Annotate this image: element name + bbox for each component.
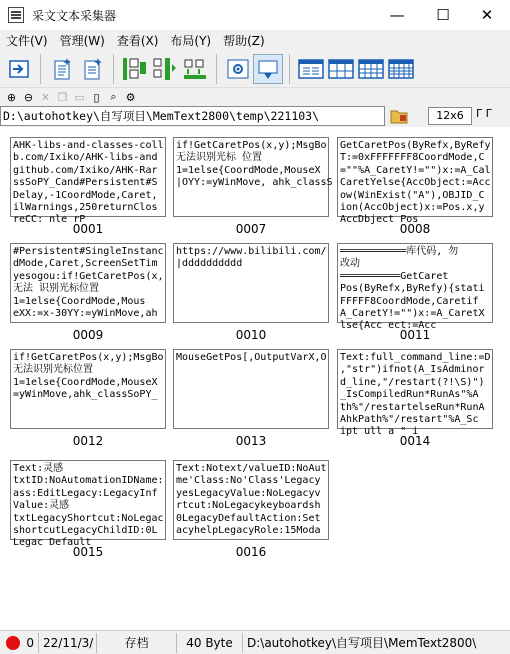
clip-line: 1=1else{CoordMode,MouseX	[13, 376, 158, 388]
clip-line: GetCaretPos(ByRefx,ByRefy	[340, 140, 491, 151]
settings-icon	[226, 58, 250, 80]
clip-line: AccDbject Pos	[340, 214, 419, 226]
clip-preview[interactable]	[10, 243, 166, 323]
clip-line: b.com/Ixiko/AHK-libs-and	[13, 152, 158, 164]
item-count: 0	[26, 635, 34, 650]
clip-line: #Persistent#SingleInstanc	[13, 246, 164, 257]
layout-3-icon	[358, 58, 384, 80]
clip-item[interactable]	[173, 460, 329, 559]
clip-line: 无法识别光标位置	[13, 364, 93, 376]
clip-line: CaretYelse{AccObject:=Acc	[340, 177, 491, 189]
pin-button[interactable]	[253, 54, 283, 84]
align-left-icon	[122, 56, 148, 82]
clip-item[interactable]	[10, 460, 166, 559]
clip-grid	[0, 127, 510, 630]
clip-line: FFFFF8CoordMode,Caretif	[340, 295, 479, 307]
clip-label: 0009	[72, 328, 104, 342]
import-button[interactable]	[4, 54, 34, 84]
clip-line: d_line,"/restart(?!\S)")	[340, 376, 485, 388]
new-doc-star-button[interactable]	[77, 54, 107, 84]
align-center-button[interactable]	[150, 54, 180, 84]
clip-preview[interactable]	[173, 243, 329, 323]
clip-line: ass:EditLegacy:LegacyInf	[13, 487, 158, 499]
folder-icon[interactable]	[390, 107, 408, 125]
clip-item[interactable]	[173, 349, 329, 448]
toolbar-separator	[113, 54, 114, 84]
clip-line: 改动	[340, 258, 360, 270]
clip-line: ═══════════库代码, 勿	[340, 246, 459, 257]
clip-line: Text:full_command_line:=D	[340, 352, 491, 363]
menu-manage[interactable]: 管理(W)	[59, 33, 105, 48]
clip-line: acyhelpLegacyRole:15Moda	[176, 525, 321, 537]
clip-line: reCC: nle rP	[13, 214, 86, 226]
clip-line: dMode,Caret,ScreenSetTim	[13, 258, 158, 270]
align-bottom-icon	[182, 56, 208, 82]
clip-line: =yWinMove,ahk_classSoPY_	[13, 389, 158, 401]
new-doc-icon	[51, 57, 73, 81]
clip-item[interactable]	[10, 137, 166, 236]
clip-line: th%"/restartelseRun*RunA	[340, 401, 485, 413]
align-bottom-button[interactable]	[180, 54, 210, 84]
clip-line: 1=1else{CoordMode,Mous	[13, 295, 146, 307]
archive-button[interactable]: 存档	[96, 633, 176, 653]
clip-line: Delay,-1CoordMode,Caret,	[13, 189, 158, 201]
clip-label: 0008	[399, 222, 431, 236]
menu-file[interactable]: 文件(V)	[6, 33, 48, 48]
copy-icon[interactable]: ❐	[57, 90, 68, 104]
menu-bar	[0, 30, 510, 50]
clip-preview[interactable]	[10, 349, 166, 429]
clip-line: if!GetCaretPos(x,y);MsgBo	[13, 352, 164, 363]
toolbar-separator	[40, 54, 41, 84]
clip-line: txtLegacyShortcut:NoLegac	[13, 512, 164, 524]
clip-line: yesogou:if!GetCaretPos(x,	[13, 270, 164, 282]
clip-line: rtcut:NoLegacykeyboardsh	[176, 500, 321, 512]
clip-line: if!GetCaretPos(x,y);MsgBo	[176, 140, 327, 151]
clip-item[interactable]	[337, 137, 493, 236]
layout-4-button[interactable]	[386, 54, 416, 84]
clip-label: 0001	[72, 222, 104, 236]
clip-line: ,"str")ifnot(A_IsAdminor	[340, 364, 485, 376]
clip-line: Text:Notext/valueID:NoAut	[176, 463, 327, 474]
clip-line: 0LegacyDefaultAction:Set	[176, 512, 321, 524]
status-date: 22/11/3/	[38, 633, 96, 653]
clip-line: github.com/Ixiko/AHK-Rar	[13, 164, 158, 176]
search-icon[interactable]: ⌕	[110, 90, 117, 103]
minimize-button[interactable]: —	[389, 6, 405, 24]
clip-line: eXX:=x-30YY:=yWinMove,ah	[13, 308, 158, 320]
clip-preview[interactable]	[173, 460, 329, 540]
import-icon	[7, 58, 31, 80]
maximize-button[interactable]: ☐	[436, 6, 450, 24]
main-toolbar	[0, 50, 510, 88]
clip-preview[interactable]	[10, 137, 166, 226]
new-doc-star-icon	[81, 57, 103, 81]
layout-2-button[interactable]	[326, 54, 356, 84]
clip-line: ssSoPY_Cand#Persistent#S	[13, 177, 158, 189]
clip-line: ══════════GetCaret	[340, 270, 449, 282]
clip-label: 0012	[72, 434, 104, 448]
layout-4-icon	[388, 58, 414, 80]
layout-1-button[interactable]	[296, 54, 326, 84]
clip-line: A_CaretY!="")x:=A_CaretX	[340, 308, 485, 320]
clip-line: |OYY:=yWinMove, ahk_classS	[176, 177, 333, 189]
app-icon	[8, 7, 24, 23]
clip-item[interactable]	[10, 243, 166, 342]
clip-item[interactable]	[10, 349, 166, 448]
path-bar	[0, 106, 510, 126]
clip-line: 无法识别光标 位置	[176, 152, 263, 164]
clip-line: ion(AccObject)x:=Pos.x,y	[340, 202, 485, 214]
clip-line: MouseGetPos[,OutputVarX,O	[176, 352, 327, 363]
clip-line: https://www.bilibili.com/	[176, 246, 327, 257]
clip-line: =""%A_CaretY!="")x:=A_Cal	[340, 164, 491, 176]
align-center-icon	[152, 56, 178, 82]
layout-2-icon	[328, 58, 354, 80]
settings-button[interactable]	[223, 54, 253, 84]
zoom-in-icon[interactable]: ⊕	[6, 90, 17, 104]
clip-label: 0007	[235, 222, 267, 236]
clip-line: AhkPath%"/restart"%A_Sc	[340, 414, 479, 426]
clip-line: Legac Default	[13, 537, 92, 549]
clip-line: T:=0xFFFFFFF8CoordMode,C	[340, 152, 485, 164]
clip-preview[interactable]	[337, 137, 493, 226]
clip-line: AHK-libs-and-classes-coll	[13, 140, 164, 151]
title-bar	[0, 0, 510, 30]
clip-item[interactable]	[337, 349, 493, 448]
clip-line: shortcutLegacyChildID:0L	[13, 525, 158, 537]
close-button[interactable]: ✕	[480, 6, 494, 24]
clip-label: 0014	[399, 434, 431, 448]
new-doc-button[interactable]	[47, 54, 77, 84]
clip-preview[interactable]	[337, 243, 493, 332]
status-path: D:\autohotkey\自写项目\MemText2800\	[242, 633, 492, 653]
record-status-icon[interactable]	[6, 636, 20, 650]
secondary-toolbar	[0, 88, 510, 106]
path-input[interactable]: D:\autohotkey\自写项目\MemText2800\temp\221103\	[0, 106, 385, 126]
clip-line: |dddddddddd	[176, 258, 243, 270]
cut-icon[interactable]: ✕	[40, 90, 51, 104]
clip-line: _IsCompiledRun*RunAs"%A	[340, 389, 479, 401]
clip-line: txtID:NoAutomationIDName:	[13, 475, 164, 487]
clip-label: 0016	[235, 545, 267, 559]
clip-line: ipt ull a " i	[340, 426, 419, 438]
paste-icon[interactable]: ▭	[74, 90, 85, 104]
clip-line: Text:灵感	[13, 463, 64, 474]
zoom-out-icon[interactable]: ⊖	[23, 90, 34, 104]
clip-item[interactable]	[337, 243, 493, 342]
toolbar-separator	[289, 54, 290, 84]
clip-item[interactable]	[173, 243, 329, 342]
clip-preview[interactable]	[173, 137, 333, 217]
clip-label: 0010	[235, 328, 267, 342]
clip-label: 0013	[235, 434, 267, 448]
clip-preview[interactable]	[10, 460, 166, 549]
font-size-field[interactable]: 12x6	[428, 107, 472, 125]
clip-line: me'Class:No'Class'Legacy	[176, 475, 321, 487]
font-settings-icon[interactable]: Γ Γ	[476, 107, 492, 120]
options-icon[interactable]: ⚙	[125, 90, 136, 104]
clip-item[interactable]	[173, 137, 333, 236]
save-icon[interactable]: ▯	[93, 90, 100, 104]
clip-line: 无法 识别光标位置	[13, 283, 100, 295]
clip-line: Value:灵感	[13, 500, 70, 512]
toolbar-separator	[216, 54, 217, 84]
clip-label: 0011	[399, 328, 431, 342]
align-left-button[interactable]	[120, 54, 150, 84]
layout-1-icon	[298, 58, 324, 80]
status-bar	[0, 630, 510, 654]
menu-help[interactable]: 帮助(Z)	[223, 33, 265, 48]
clip-line: 1=1else{CoordMode,MouseX	[176, 164, 321, 176]
clip-line: ow(WinExist("A"),OBJID_C	[340, 189, 485, 201]
clip-preview[interactable]	[173, 349, 329, 429]
clip-line: yesLegacyValue:NoLegacyv	[176, 487, 321, 499]
clip-line: ilWarnings,250returnClos	[13, 202, 158, 214]
clip-line: lse{Acc ect:=Acc	[340, 320, 437, 332]
clip-preview[interactable]	[337, 349, 493, 438]
window-title: 采文文本采集器	[32, 8, 117, 23]
layout-3-button[interactable]	[356, 54, 386, 84]
menu-layout[interactable]: 布局(Y)	[170, 33, 212, 48]
clip-label: 0015	[72, 545, 104, 559]
menu-view[interactable]: 查看(X)	[116, 33, 159, 48]
pin-icon	[256, 58, 280, 80]
clip-line: Pos(ByRefx,ByRefy){stati	[340, 283, 485, 295]
status-size: 40 Byte	[176, 633, 242, 653]
